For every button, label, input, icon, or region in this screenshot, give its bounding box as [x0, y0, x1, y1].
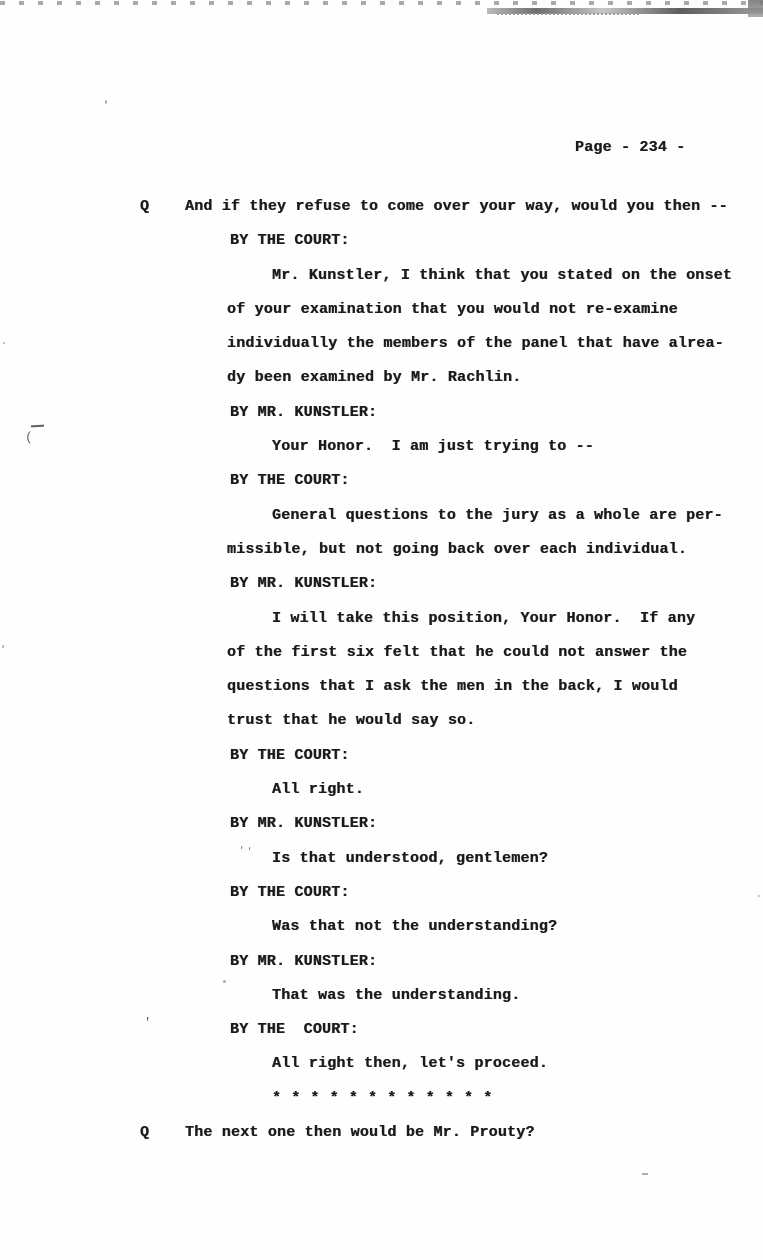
speaker-heading: BY THE COURT:: [230, 746, 350, 764]
transcript-line: All right then, let's proceed.: [272, 1055, 549, 1073]
transcript-line: All right.: [272, 781, 365, 799]
speaker-heading: BY MR. KUNSTLER:: [230, 815, 378, 833]
transcript-body: [0, 190, 763, 1150]
transcript-line: of your examination that you would not re-examine: [227, 300, 678, 318]
transcript-line: Was that not the understanding?: [272, 918, 558, 936]
speaker-heading: BY THE COURT:: [230, 472, 350, 490]
scan-artifact-top-dotted-line: [497, 13, 639, 15]
transcript-line: Is that understood, gentlemen?: [272, 849, 549, 867]
section-break-asterisks: * * * * * * * * * * * *: [272, 1089, 493, 1107]
transcript-line: Your Honor. I am just trying to --: [272, 438, 595, 456]
scan-artifact-apostrophe: ': [144, 1016, 152, 1030]
scan-artifact-speck: [105, 100, 107, 104]
speaker-heading: BY MR. KUNSTLER:: [230, 952, 378, 970]
scan-artifact-top-dashes: [0, 1, 763, 5]
transcript-line: questions that I ask the men in the back, I would: [227, 678, 678, 696]
question-label: Q: [140, 198, 150, 215]
question-label: Q: [140, 1124, 150, 1142]
transcript-line: That was the understanding.: [272, 986, 521, 1004]
scan-artifact-speck: [642, 1173, 648, 1175]
page-number: Page - 234 -: [575, 139, 686, 156]
transcript-line: individually the members of the panel that have alrea-: [227, 335, 724, 353]
speaker-heading: BY THE COURT:: [230, 883, 350, 901]
scan-artifact-paren: (: [25, 430, 33, 445]
transcript-line: dy been examined by Mr. Rachlin.: [227, 369, 522, 387]
transcript-line: I will take this position, Your Honor. If any: [272, 609, 696, 627]
question-line: [0, 190, 763, 224]
speaker-heading: BY MR. KUNSTLER:: [230, 575, 378, 593]
speaker-heading: BY MR. KUNSTLER:: [230, 403, 378, 421]
transcript-line: of the first six felt that he could not answer the: [227, 643, 688, 661]
speaker-heading: BY THE COURT:: [230, 232, 350, 250]
speaker-heading: BY THE COURT:: [230, 1021, 359, 1039]
question-text: And if they refuse to come over your way, would you then --: [185, 198, 728, 215]
transcript-line: Mr. Kunstler, I think that you stated on the onset: [272, 266, 733, 284]
transcript-line: General questions to the jury as a whole are per-: [272, 506, 723, 524]
question-text: The next one then would be Mr. Prouty?: [185, 1124, 535, 1142]
question-line: [0, 1116, 763, 1150]
transcript-line: trust that he would say so.: [227, 712, 476, 730]
scan-artifact-top-corner: [748, 0, 763, 17]
scan-artifact-ditto-marks: '': [237, 845, 255, 860]
transcript-line: missible, but not going back over each individual.: [227, 540, 688, 558]
